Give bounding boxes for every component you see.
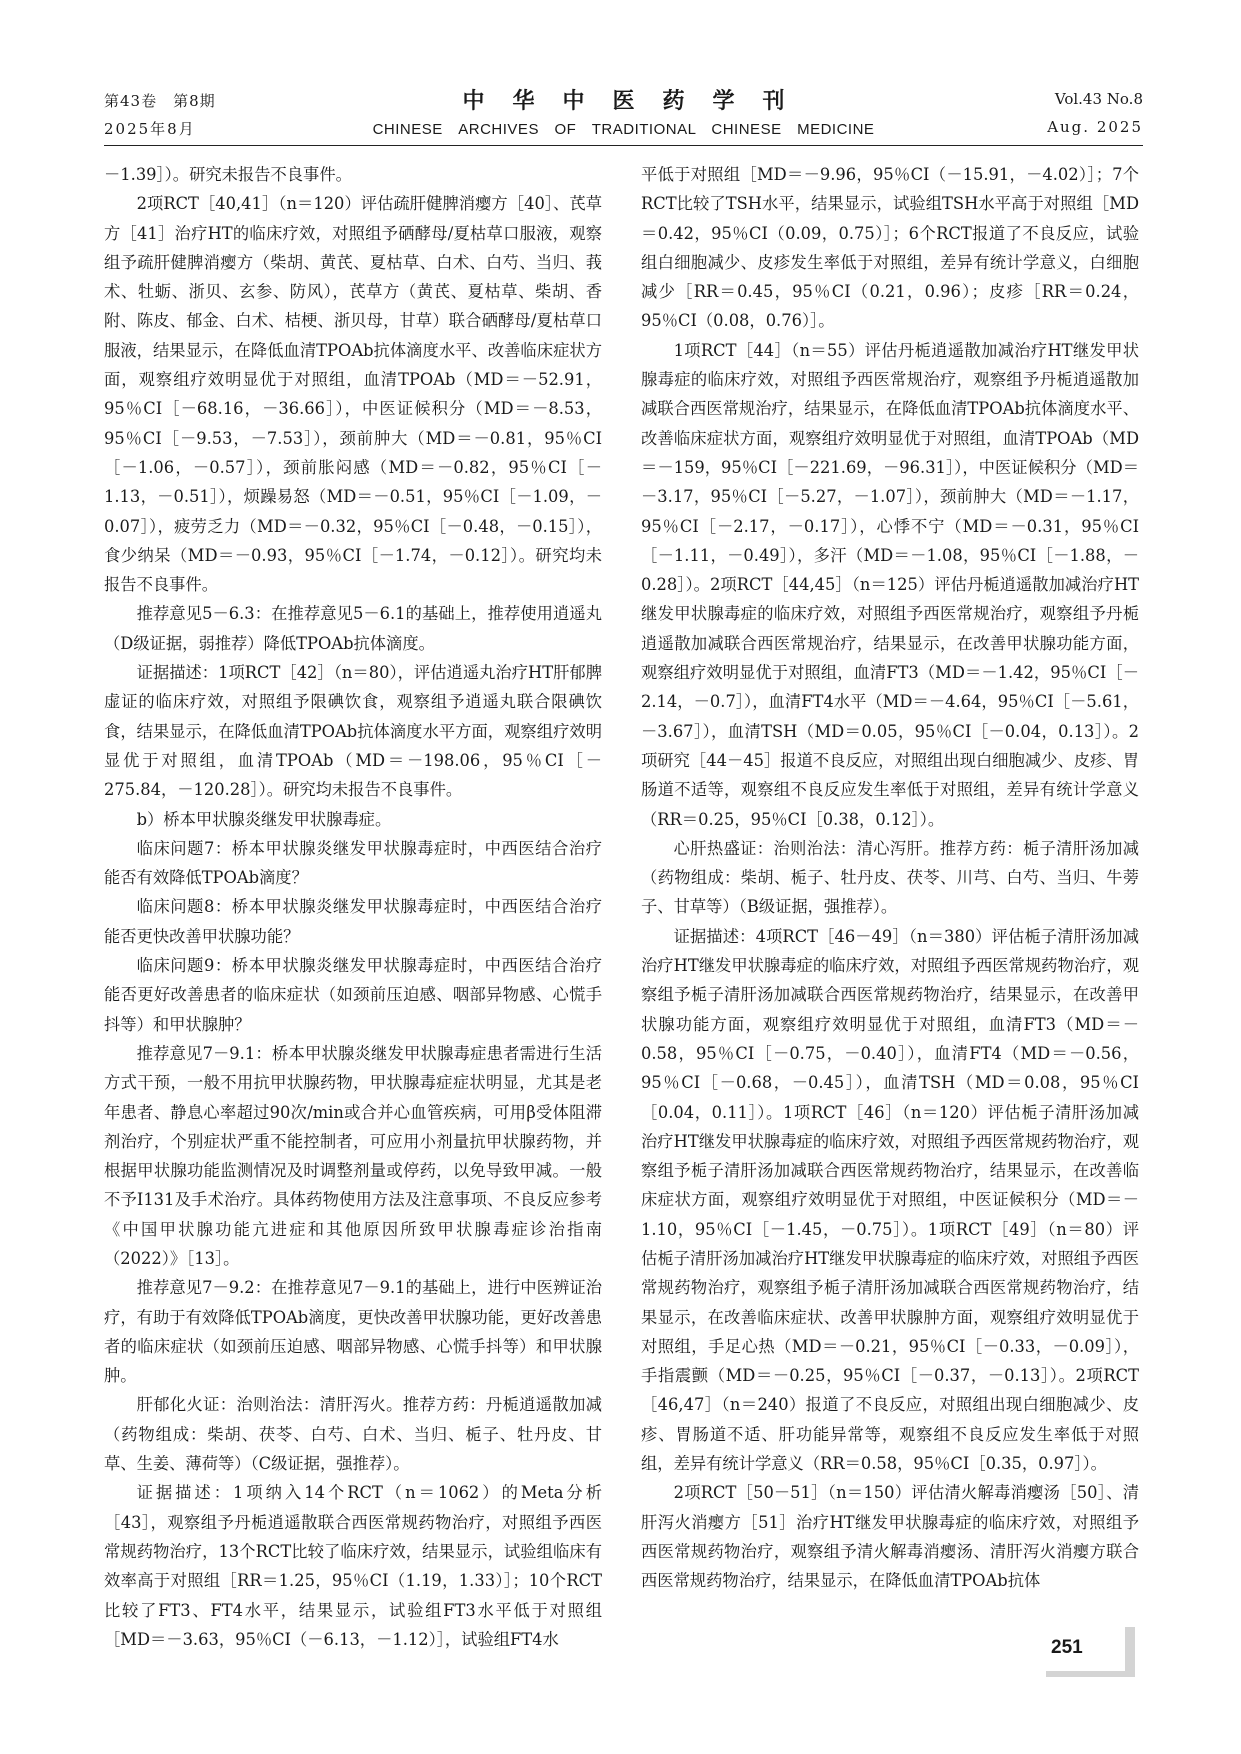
header-rule xyxy=(104,145,1143,146)
left-column xyxy=(104,160,602,1649)
paragraph: 2项RCT［40,41］（n＝120）评估疏肝健脾消瘿方［40］、芪草方［41］治疗HT的临床疗效，对照组予硒酵母/夏枯草口服液，观察组予疏肝健脾消瘿方（柴胡、黄芪、夏枯草、白术、白芍、当归、莪术、牡蛎、浙贝、玄参、防风），芪草方（黄芪、夏枯草、柴胡、香附、陈皮、郁金、白术、桔梗、浙贝母，甘草）联合硒酵母/夏枯草口服液，结果显示，在降低血清TPOAb抗体滴度水平、改善临床症状方面，观察组疗效明显优于对照组，血清TPOAb（MD＝－52.91，95％CI［－68.16，－36.66］），中医证候积分（MD＝－8.53，95％CI［－9.53，－7.53］），颈前肿大（MD＝－0.81，95％CI［－1.06，－0.57］），颈前胀闷感（MD＝－0.82，95％CI［－1.13，－0.51］），烦躁易怒（MD＝－0.51，95％CI［－1.09，－0.07］），疲劳乏力（MD＝－0.32，95％CI［－0.48，－0.15］），食少纳呆（MD＝－0.93，95％CI［－1.74，－0.12］）。研究均未报告不良事件。 xyxy=(104,194,602,595)
right-column xyxy=(641,160,1139,1590)
paragraph: 平低于对照组［MD＝－9.96，95％CI（－15.91，－4.02）］；7个RCT比较了TSH水平，结果显示，试验组TSH水平高于对照组［MD＝0.42，95％CI（0.09，0.75）］；6个RCT报道了不良反应，试验组白细胞减少、皮疹发生率低于对照组，差异有统计学意义，白细胞减少［RR＝0.45，95％CI（0.21，0.96）；皮疹［RR＝0.24，95％CI（0.08，0.76）］。 xyxy=(641,165,1139,331)
journal-title-en: CHINESE ARCHIVES OF TRADITIONAL CHINESE MEDICINE xyxy=(372,121,875,138)
paragraph: 2项RCT［50－51］（n＝150）评估清火解毒消瘿汤［50］、清肝泻火消瘿方［51］治疗HT继发甲状腺毒症的临床疗效，对照组予西医常规药物治疗，观察组予清火解毒消瘿汤、清肝泻火消瘿方联合西医常规药物治疗，结果显示，在降低血清TPOAb抗体 xyxy=(641,1483,1139,1591)
paragraph: 临床问题7：桥本甲状腺炎继发甲状腺毒症时，中西医结合治疗能否有效降低TPOAb滴度？ xyxy=(104,838,602,888)
paragraph: 临床问题9：桥本甲状腺炎继发甲状腺毒症时，中西医结合治疗能否更好改善患者的临床症状（如颈前压迫感、咽部异物感、心慌手抖等）和甲状腺肿？ xyxy=(104,956,602,1034)
journal-title-cn: 中华中医药学刊 xyxy=(462,89,813,114)
volume-issue: 第43卷 第8期 xyxy=(104,92,216,110)
paragraph: 证据描述：1项RCT［42］（n＝80），评估逍遥丸治疗HT肝郁脾虚证的临床疗效，对照组予限碘饮食，观察组予逍遥丸联合限碘饮食，结果显示，在降低血清TPOAb抗体滴度水平方面，观察组疗效明显优于对照组，血清TPOAb（MD＝－198.06，95％CI［－275.84，－120.28］）。研究均未报告不良事件。 xyxy=(104,663,602,800)
paragraph: 肝郁化火证：治则治法：清肝泻火。推荐方药：丹栀逍遥散加减（药物组成：柴胡、茯苓、白芍、白术、当归、栀子、牡丹皮、甘草、生姜、薄荷等）（C级证据，强推荐）。 xyxy=(104,1395,602,1474)
publication-date-cn: 2025年8月 xyxy=(104,120,196,138)
paragraph: 心肝热盛证：治则治法：清心泻肝。推荐方药：栀子清肝汤加减（药物组成：柴胡、栀子、牡丹皮、茯苓、川芎、白芍、当归、牛蒡子、甘草等）（B级证据，强推荐）。 xyxy=(641,838,1139,917)
paragraph: 证据描述：1项纳入14个RCT（n＝1062）的Meta分析［43］，观察组予丹栀逍遥散联合西医常规药物治疗，对照组予西医常规药物治疗，13个RCT比较了临床疗效，结果显示，试验组临床有效率高于对照组［RR＝1.25，95％CI（1.19，1.33）］；10个RCT比较了FT3、FT4水平，结果显示，试验组FT3水平低于对照组［MD＝－3.63，95％CI（－6.13，－1.12）］，试验组FT4水 xyxy=(104,1483,602,1649)
paragraph: 推荐意见5－6.3：在推荐意见5－6.1的基础上，推荐使用逍遥丸（D级证据，弱推荐）降低TPOAb抗体滴度。 xyxy=(104,604,602,653)
page-corner-underline xyxy=(1046,1671,1135,1677)
page-number: 251 xyxy=(1051,1637,1083,1658)
paragraph: 1项RCT［44］（n＝55）评估丹栀逍遥散加减治疗HT继发甲状腺毒症的临床疗效，对照组予西医常规治疗，观察组予丹栀逍遥散加减联合西医常规治疗，结果显示，在降低血清TPOAb抗体滴度水平、改善临床症状方面，观察组疗效明显优于对照组，血清TPOAb（MD＝－159，95％CI［－221.69，－96.31］），中医证候积分（MD＝－3.17，95％CI［－5.27，－1.07］），颈前肿大（MD＝－1.17，95％CI［－2.17，－0.17］），心悸不宁（MD＝－0.31，95％CI［－1.11，－0.49］），多汗（MD＝－1.08，95％CI［－1.88，－0.28］）。2项RCT［44,45］（n＝125）评估丹栀逍遥散加减治疗HT继发甲状腺毒症的临床疗效，对照组予西医常规治疗，观察组予丹栀逍遥散加减联合西医常规治疗，结果显示，在改善甲状腺功能方面，观察组疗效明显优于对照组，血清FT3（MD＝－1.42，95％CI［－2.14，－0.7］），血清FT4水平（MD＝－4.64，95％CI［－5.61，－3.67］），血清TSH（MD＝0.05，95％CI［－0.04，0.13］）。2项研究［44－45］报道不良反应，对照组出现白细胞减少、皮疹、胃肠道不适等，观察组不良反应发生率低于对照组，差异有统计学意义（RR＝0.25，95％CI［0.38，0.12］）。 xyxy=(641,340,1139,829)
paragraph: 推荐意见7－9.2：在推荐意见7－9.1的基础上，进行中医辨证治疗，有助于有效降低TPOAb滴度，更快改善甲状腺功能，更好改善患者的临床症状（如颈前压迫感、咽部异物感、心慌手抖等）和甲状腺肿。 xyxy=(104,1278,602,1386)
paragraph: 证据描述：4项RCT［46－49］（n＝380）评估栀子清肝汤加减治疗HT继发甲状腺毒症的临床疗效，对照组予西医常规药物治疗，观察组予栀子清肝汤加减联合西医常规药物治疗，结果显示，在改善甲状腺功能方面，观察组疗效明显优于对照组，血清FT3（MD＝－0.58，95％CI［－0.75，－0.40］），血清FT4（MD＝－0.56，95％CI［－0.68，－0.45］），血清TSH（MD＝0.08，95％CI［0.04，0.11］）。1项RCT［46］（n＝120）评估栀子清肝汤加减治疗HT继发甲状腺毒症的临床疗效，对照组予西医常规药物治疗，观察组予栀子清肝汤加减联合西医常规药物治疗，结果显示，在改善临床症状方面，观察组疗效明显优于对照组，中医证候积分（MD＝－1.10，95％CI［－1.45，－0.75］）。1项RCT［49］（n＝80）评估栀子清肝汤加减治疗HT继发甲状腺毒症的临床疗效，对照组予西医常规药物治疗，观察组予栀子清肝汤加减联合西医常规药物治疗，结果显示，在改善临床症状、改善甲状腺肿方面，观察组疗效明显优于对照组，手足心热（MD＝－0.21，95％CI［－0.33，－0.09］），手指震颤（MD＝－0.25，95％CI［－0.37，－0.13］）。2项RCT［46,47］（n＝240）报道了不良反应，对照组出现白细胞减少、皮疹、胃肠道不适、肝功能异常等，观察组不良反应发生率低于对照组，差异有统计学意义（RR＝0.58，95％CI［0.35，0.97］）。 xyxy=(641,926,1139,1474)
publication-date-en: Aug. 2025 xyxy=(1047,118,1143,136)
page-corner-bar xyxy=(1125,1627,1135,1671)
volume-issue-en: Vol.43 No.8 xyxy=(1054,90,1143,108)
running-header xyxy=(104,86,1143,142)
paragraph: b）桥本甲状腺炎继发甲状腺毒症。 xyxy=(136,809,392,829)
paragraph: －1.39］）。研究未报告不良事件。 xyxy=(104,165,352,184)
paragraph: 推荐意见7－9.1：桥本甲状腺炎继发甲状腺毒症患者需进行生活方式干预，一般不用抗甲状腺药物，甲状腺毒症症状明显，尤其是老年患者、静息心率超过90次/min或合并心血管疾病，可用β受体阻滞剂治疗，个别症状严重不能控制者，可应用小剂量抗甲状腺药物，并根据甲状腺功能监测情况及时调整剂量或停药，以免导致甲减。一般不予I131及手术治疗。具体药物使用方法及注意事项、不良反应参考《中国甲状腺功能亢进症和其他原因所致甲状腺毒症诊治指南（2022）》［13］。 xyxy=(104,1043,602,1268)
paragraph: 临床问题8：桥本甲状腺炎继发甲状腺毒症时，中西医结合治疗能否更快改善甲状腺功能？ xyxy=(104,897,602,946)
